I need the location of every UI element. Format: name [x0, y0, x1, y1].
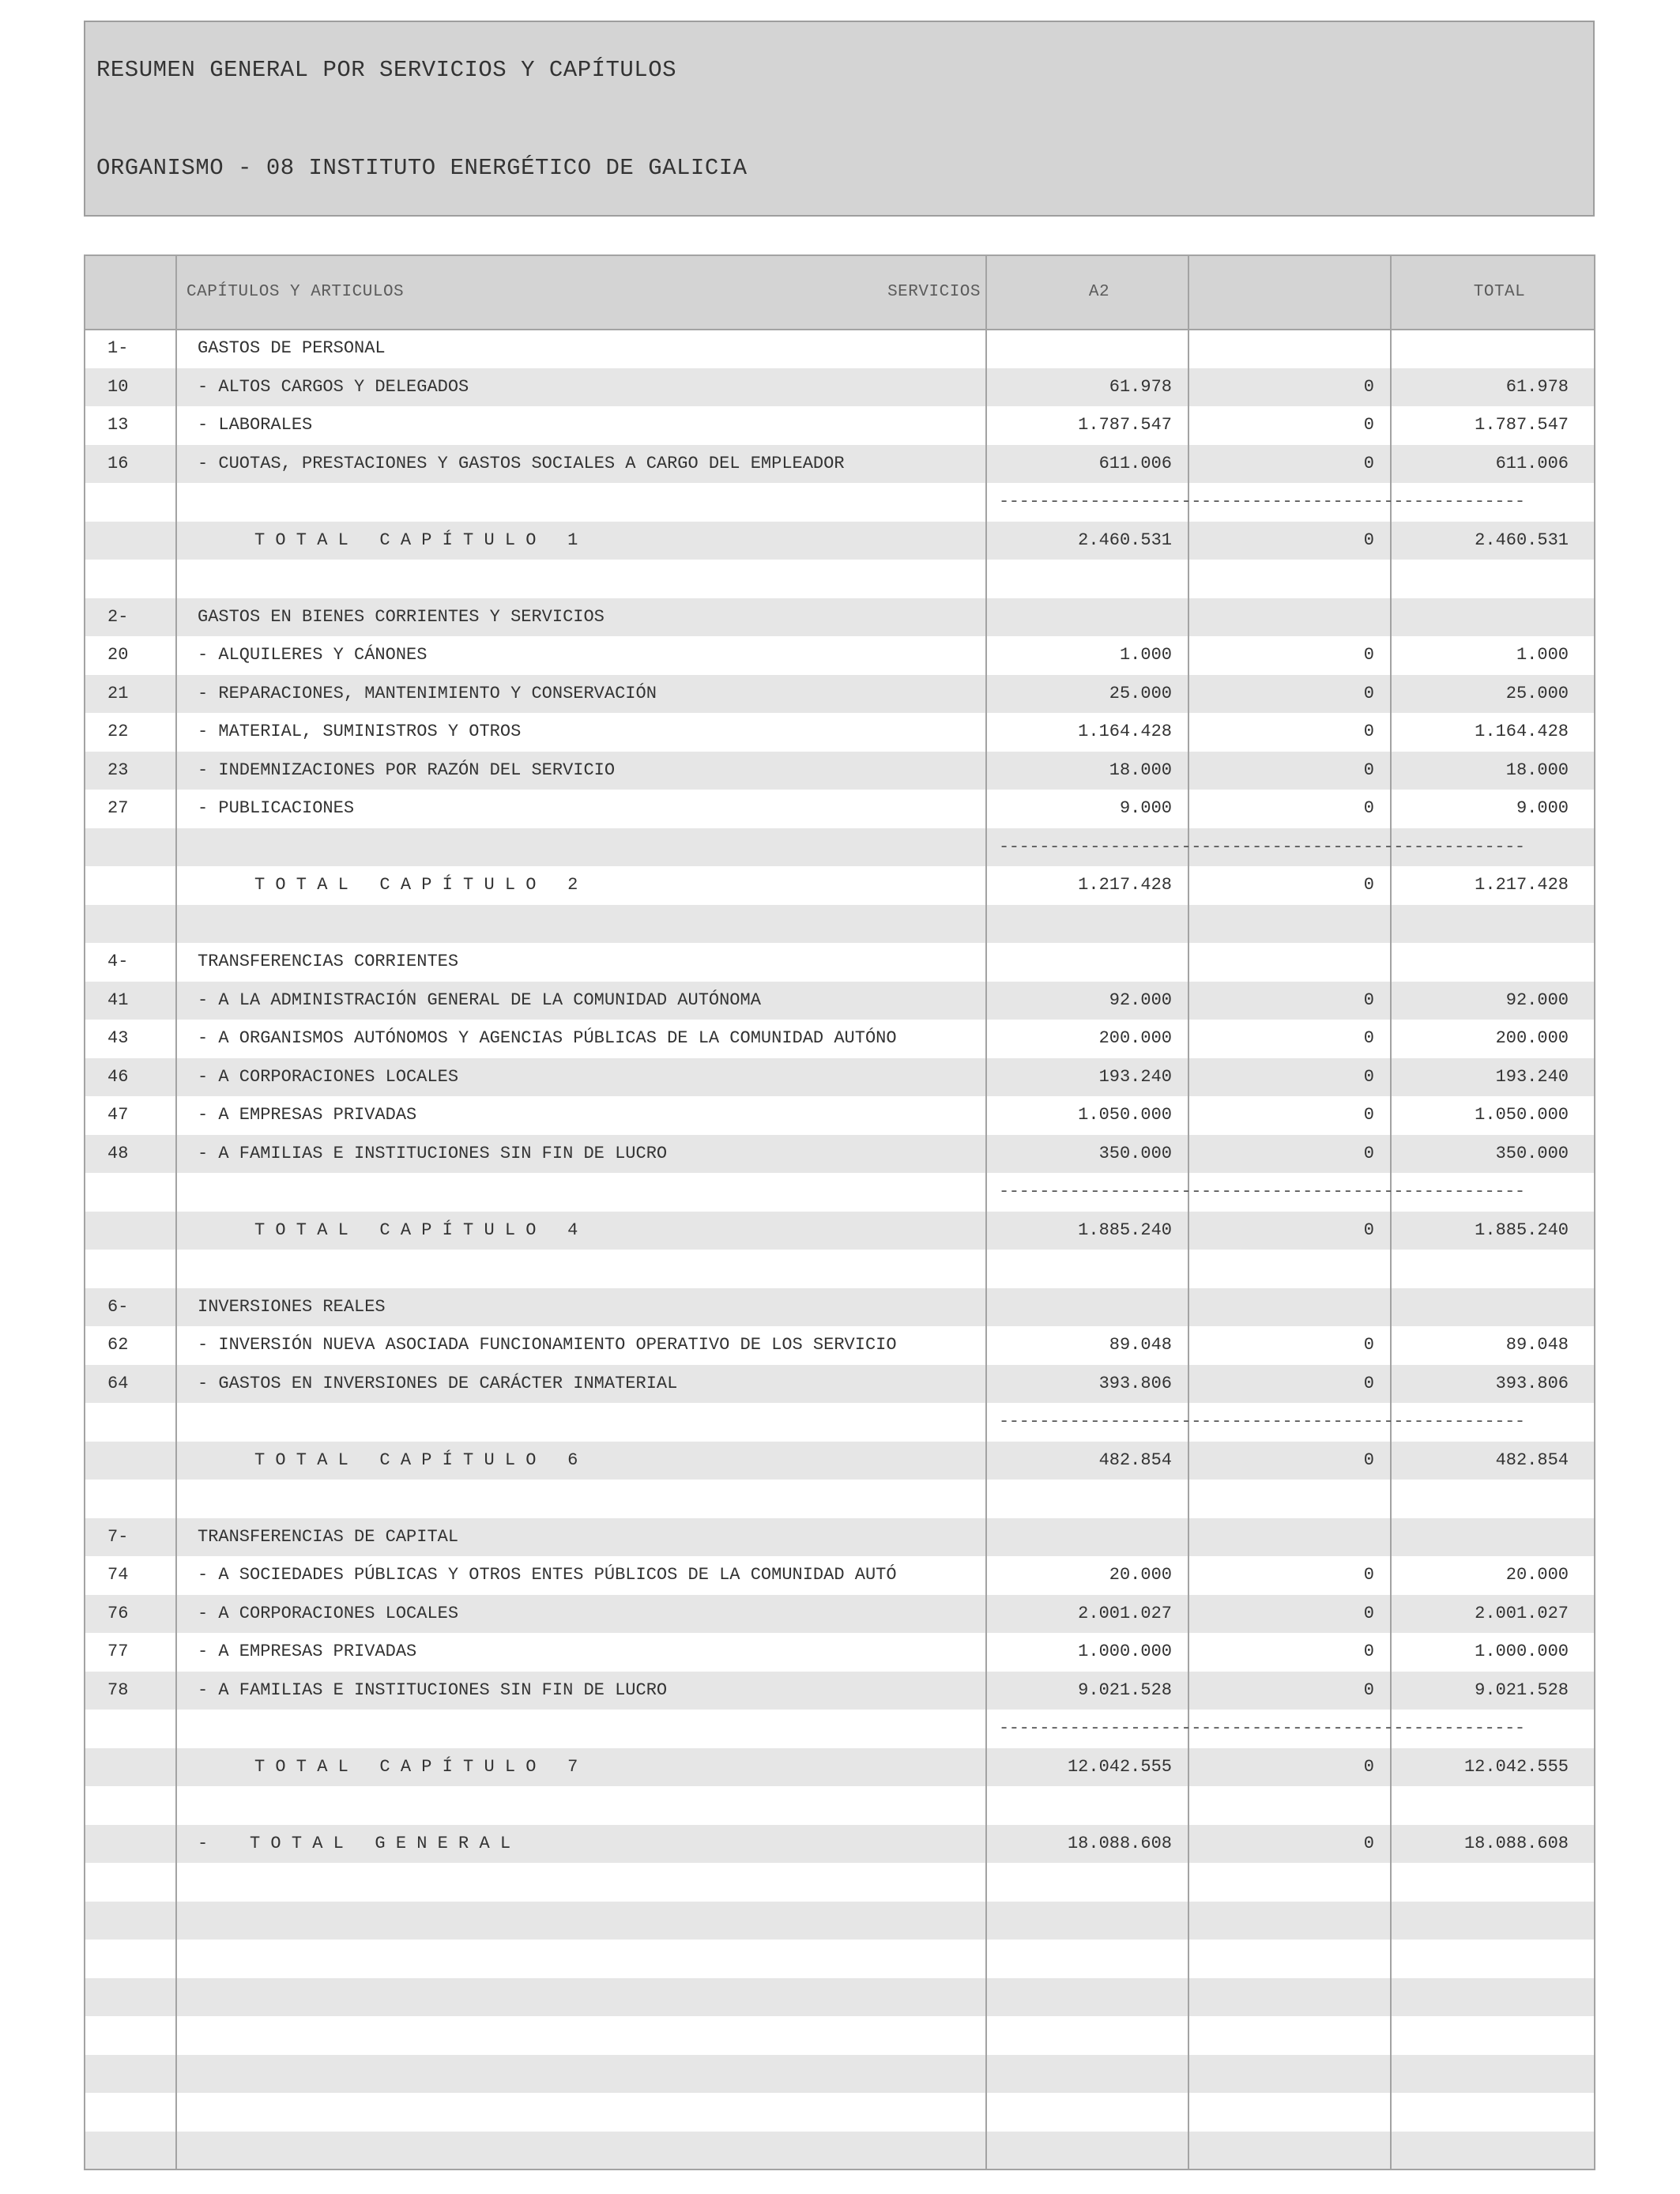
row-second-value: 0	[1363, 1220, 1374, 1240]
total-row	[85, 1212, 1594, 1250]
row-second-value: 0	[1363, 1066, 1374, 1087]
row-code: 78	[107, 1679, 129, 1700]
row-code: 1-	[107, 338, 129, 358]
row-total-value: 12.042.555	[1463, 1756, 1569, 1777]
row-code: 21	[107, 683, 129, 703]
chapter-row	[85, 330, 1594, 368]
row-a2-value: 482.854	[1098, 1449, 1172, 1470]
row-description: - CUOTAS, PRESTACIONES Y GASTOS SOCIALES A CARGO DEL EMPLEADOR	[198, 453, 845, 473]
row-total-value: 1.885.240	[1475, 1220, 1569, 1240]
row-code: 62	[107, 1335, 129, 1355]
row-second-value: 0	[1363, 1756, 1374, 1777]
table-row	[85, 636, 1594, 675]
header-capitulos: CAPÍTULOS Y ARTICULOS	[186, 283, 405, 301]
row-code: 4-	[107, 952, 129, 971]
row-second-value: 0	[1363, 1833, 1374, 1853]
row-code: 23	[107, 760, 129, 780]
dash-separator: ----------------------------------------------------	[999, 492, 1525, 511]
row-code: 64	[107, 1373, 129, 1393]
column-divider	[1390, 256, 1392, 2169]
row-a2-value: 18.088.608	[1067, 1833, 1172, 1853]
row-total-value: 1.000.000	[1475, 1642, 1569, 1661]
row-a2-value: 2.460.531	[1078, 530, 1172, 550]
empty-row	[85, 1978, 1594, 2017]
row-description: - A EMPRESAS PRIVADAS	[198, 1105, 417, 1125]
row-second-value: 0	[1363, 376, 1374, 397]
row-description: - GASTOS EN INVERSIONES DE CARÁCTER INMATERIAL	[198, 1373, 678, 1393]
row-code: 6-	[107, 1296, 129, 1317]
row-description: - LABORALES	[198, 415, 313, 435]
row-description: - A LA ADMINISTRACIÓN GENERAL DE LA COMUNIDAD AUTÓNOMA	[198, 990, 761, 1010]
row-total-value: 200.000	[1495, 1028, 1569, 1048]
total-row	[85, 1825, 1594, 1864]
row-description: GASTOS EN BIENES CORRIENTES Y SERVICIOS	[198, 606, 605, 627]
row-code: 46	[107, 1066, 129, 1087]
row-a2-value: 1.000	[1119, 645, 1172, 665]
row-code: 7-	[107, 1526, 129, 1547]
row-a2-value: 393.806	[1098, 1373, 1172, 1393]
row-total-value: 193.240	[1495, 1066, 1569, 1087]
row-a2-value: 2.001.027	[1078, 1603, 1172, 1623]
row-description: TRANSFERENCIAS CORRIENTES	[198, 952, 459, 971]
row-code: 41	[107, 990, 129, 1010]
report-header	[84, 21, 1595, 217]
row-description: T O T A L C A P Í T U L O 6	[254, 1449, 578, 1470]
table-row	[85, 790, 1594, 828]
table-row	[85, 1020, 1594, 1058]
row-second-value: 0	[1363, 722, 1374, 741]
row-second-value: 0	[1363, 1143, 1374, 1163]
table-row	[85, 1326, 1594, 1365]
row-total-value: 350.000	[1495, 1143, 1569, 1163]
row-code: 2-	[107, 606, 129, 627]
row-second-value: 0	[1363, 453, 1374, 473]
table-row	[85, 1633, 1594, 1672]
row-total-value: 9.000	[1516, 798, 1569, 818]
row-code: 77	[107, 1642, 129, 1661]
row-description: - MATERIAL, SUMINISTROS Y OTROS	[198, 722, 522, 741]
total-row	[85, 1442, 1594, 1480]
row-description: T O T A L C A P Í T U L O 7	[254, 1756, 578, 1777]
row-total-value: 393.806	[1495, 1373, 1569, 1393]
chapter-row	[85, 1518, 1594, 1557]
row-code: 16	[107, 453, 129, 473]
table-column-header	[85, 256, 1594, 330]
row-second-value: 0	[1363, 530, 1374, 550]
column-divider	[985, 256, 987, 2169]
table-row	[85, 445, 1594, 484]
row-a2-value: 350.000	[1098, 1143, 1172, 1163]
table-row	[85, 675, 1594, 714]
row-total-value: 482.854	[1495, 1449, 1569, 1470]
row-description: - A ORGANISMOS AUTÓNOMOS Y AGENCIAS PÚBLICAS DE LA COMUNIDAD AUTÓNO	[198, 1028, 897, 1048]
row-a2-value: 1.885.240	[1078, 1220, 1172, 1240]
table-row	[85, 1556, 1594, 1595]
row-total-value: 611.006	[1495, 453, 1569, 473]
row-second-value: 0	[1363, 1373, 1374, 1393]
row-total-value: 9.021.528	[1475, 1679, 1569, 1700]
column-divider	[1188, 256, 1189, 2169]
row-total-value: 1.000	[1516, 645, 1569, 665]
header-servicios: SERVICIOS	[887, 283, 981, 301]
dash-separator: ----------------------------------------------------	[999, 836, 1525, 857]
row-total-value: 1.787.547	[1475, 415, 1569, 435]
row-total-value: 18.000	[1505, 760, 1569, 780]
total-row	[85, 522, 1594, 560]
row-a2-value: 1.000.000	[1078, 1642, 1172, 1661]
table-row	[85, 713, 1594, 752]
row-a2-value: 1.164.428	[1078, 722, 1172, 741]
row-a2-value: 61.978	[1109, 376, 1172, 397]
row-second-value: 0	[1363, 1642, 1374, 1661]
empty-row	[85, 1940, 1594, 1978]
table-row	[85, 1135, 1594, 1174]
row-description: - T O T A L G E N E R A L	[198, 1833, 511, 1853]
row-a2-value: 92.000	[1109, 990, 1172, 1010]
separator-row	[85, 1173, 1594, 1212]
organismo-title: ORGANISMO - 08 INSTITUTO ENERGÉTICO DE GALICIA	[96, 155, 748, 181]
row-second-value: 0	[1363, 990, 1374, 1010]
row-second-value: 0	[1363, 1679, 1374, 1700]
separator-row	[85, 1710, 1594, 1748]
separator-row	[85, 483, 1594, 522]
empty-row	[85, 1480, 1594, 1518]
empty-row	[85, 1786, 1594, 1825]
row-a2-value: 1.217.428	[1078, 875, 1172, 895]
row-description: - A CORPORACIONES LOCALES	[198, 1066, 459, 1087]
table-row	[85, 1672, 1594, 1710]
table-row	[85, 368, 1594, 407]
row-a2-value: 89.048	[1109, 1335, 1172, 1355]
row-a2-value: 611.006	[1098, 453, 1172, 473]
empty-row	[85, 2055, 1594, 2094]
row-second-value: 0	[1363, 683, 1374, 703]
row-description: - ALTOS CARGOS Y DELEGADOS	[198, 376, 469, 397]
row-second-value: 0	[1363, 415, 1374, 435]
row-second-value: 0	[1363, 875, 1374, 895]
separator-row	[85, 1403, 1594, 1442]
row-code: 48	[107, 1143, 129, 1163]
row-code: 20	[107, 645, 129, 665]
total-row	[85, 866, 1594, 905]
row-description: INVERSIONES REALES	[198, 1296, 386, 1317]
table-row	[85, 1595, 1594, 1634]
row-description: - A EMPRESAS PRIVADAS	[198, 1642, 417, 1661]
row-a2-value: 12.042.555	[1067, 1756, 1172, 1777]
row-total-value: 1.217.428	[1475, 875, 1569, 895]
row-description: - A SOCIEDADES PÚBLICAS Y OTROS ENTES PÚBLICOS DE LA COMUNIDAD AUTÓ	[198, 1565, 897, 1585]
row-second-value: 0	[1363, 645, 1374, 665]
row-description: T O T A L C A P Í T U L O 2	[254, 875, 578, 895]
row-a2-value: 9.021.528	[1078, 1679, 1172, 1700]
report-title: RESUMEN GENERAL POR SERVICIOS Y CAPÍTULOS	[96, 57, 677, 83]
table-row	[85, 1058, 1594, 1097]
row-second-value: 0	[1363, 1028, 1374, 1048]
row-code: 22	[107, 722, 129, 741]
row-total-value: 1.050.000	[1475, 1105, 1569, 1125]
table-row	[85, 1096, 1594, 1135]
row-total-value: 25.000	[1505, 683, 1569, 703]
header-blank	[1201, 256, 1402, 329]
empty-row	[85, 905, 1594, 944]
row-code: 76	[107, 1603, 129, 1623]
row-total-value: 18.088.608	[1463, 1833, 1569, 1853]
empty-row	[85, 2132, 1594, 2170]
row-description: T O T A L C A P Í T U L O 1	[254, 530, 578, 550]
header-total: TOTAL	[1473, 283, 1526, 301]
row-description: - A FAMILIAS E INSTITUCIONES SIN FIN DE LUCRO	[198, 1679, 668, 1700]
row-a2-value: 1.050.000	[1078, 1105, 1172, 1125]
row-a2-value: 18.000	[1109, 760, 1172, 780]
row-second-value: 0	[1363, 1603, 1374, 1623]
row-description: - INVERSIÓN NUEVA ASOCIADA FUNCIONAMIENTO OPERATIVO DE LOS SERVICIO	[198, 1335, 897, 1355]
budget-table	[84, 254, 1595, 2170]
row-description: - INDEMNIZACIONES POR RAZÓN DEL SERVICIO	[198, 760, 616, 780]
row-total-value: 61.978	[1505, 376, 1569, 397]
row-description: - ALQUILERES Y CÁNONES	[198, 645, 428, 665]
column-divider	[175, 256, 177, 2169]
row-total-value: 20.000	[1505, 1565, 1569, 1585]
empty-row	[85, 2016, 1594, 2055]
separator-row	[85, 828, 1594, 867]
row-second-value: 0	[1363, 798, 1374, 818]
row-description: TRANSFERENCIAS DE CAPITAL	[198, 1526, 459, 1547]
chapter-row	[85, 1288, 1594, 1327]
table-row	[85, 406, 1594, 445]
row-total-value: 1.164.428	[1475, 722, 1569, 741]
row-second-value: 0	[1363, 1449, 1374, 1470]
empty-row	[85, 2093, 1594, 2132]
row-description: - A FAMILIAS E INSTITUCIONES SIN FIN DE LUCRO	[198, 1143, 668, 1163]
table-row	[85, 982, 1594, 1020]
row-description: T O T A L C A P Í T U L O 4	[254, 1220, 578, 1240]
row-description: - PUBLICACIONES	[198, 798, 355, 818]
row-code: 27	[107, 798, 129, 818]
row-total-value: 2.001.027	[1475, 1603, 1569, 1623]
row-second-value: 0	[1363, 1105, 1374, 1125]
row-total-value: 92.000	[1505, 990, 1569, 1010]
table-row	[85, 752, 1594, 790]
row-second-value: 0	[1363, 760, 1374, 780]
table-body	[85, 330, 1594, 2170]
empty-row	[85, 560, 1594, 598]
row-total-value: 89.048	[1505, 1335, 1569, 1355]
dash-separator: ----------------------------------------------------	[999, 1182, 1525, 1201]
row-a2-value: 25.000	[1109, 683, 1172, 703]
row-second-value: 0	[1363, 1565, 1374, 1585]
dash-separator: ----------------------------------------------------	[999, 1718, 1525, 1738]
row-a2-value: 20.000	[1109, 1565, 1172, 1585]
table-row	[85, 1365, 1594, 1404]
row-second-value: 0	[1363, 1335, 1374, 1355]
row-a2-value: 193.240	[1098, 1066, 1172, 1087]
row-description: - REPARACIONES, MANTENIMIENTO Y CONSERVACIÓN	[198, 683, 657, 703]
empty-row	[85, 1902, 1594, 1940]
row-a2-value: 1.787.547	[1078, 415, 1172, 435]
chapter-row	[85, 598, 1594, 637]
empty-row	[85, 1863, 1594, 1902]
row-code: 10	[107, 376, 129, 397]
row-a2-value: 200.000	[1098, 1028, 1172, 1048]
total-row	[85, 1748, 1594, 1787]
dash-separator: ----------------------------------------------------	[999, 1412, 1525, 1431]
row-code: 43	[107, 1028, 129, 1048]
row-description: - A CORPORACIONES LOCALES	[198, 1603, 459, 1623]
chapter-row	[85, 943, 1594, 982]
row-code: 47	[107, 1105, 129, 1125]
row-total-value: 2.460.531	[1475, 530, 1569, 550]
row-description: GASTOS DE PERSONAL	[198, 338, 386, 358]
row-code: 74	[107, 1565, 129, 1585]
empty-row	[85, 1250, 1594, 1288]
header-a2: A2	[1088, 283, 1110, 301]
row-a2-value: 9.000	[1119, 798, 1172, 818]
empty-row	[85, 2169, 1594, 2170]
row-code: 13	[107, 415, 129, 435]
